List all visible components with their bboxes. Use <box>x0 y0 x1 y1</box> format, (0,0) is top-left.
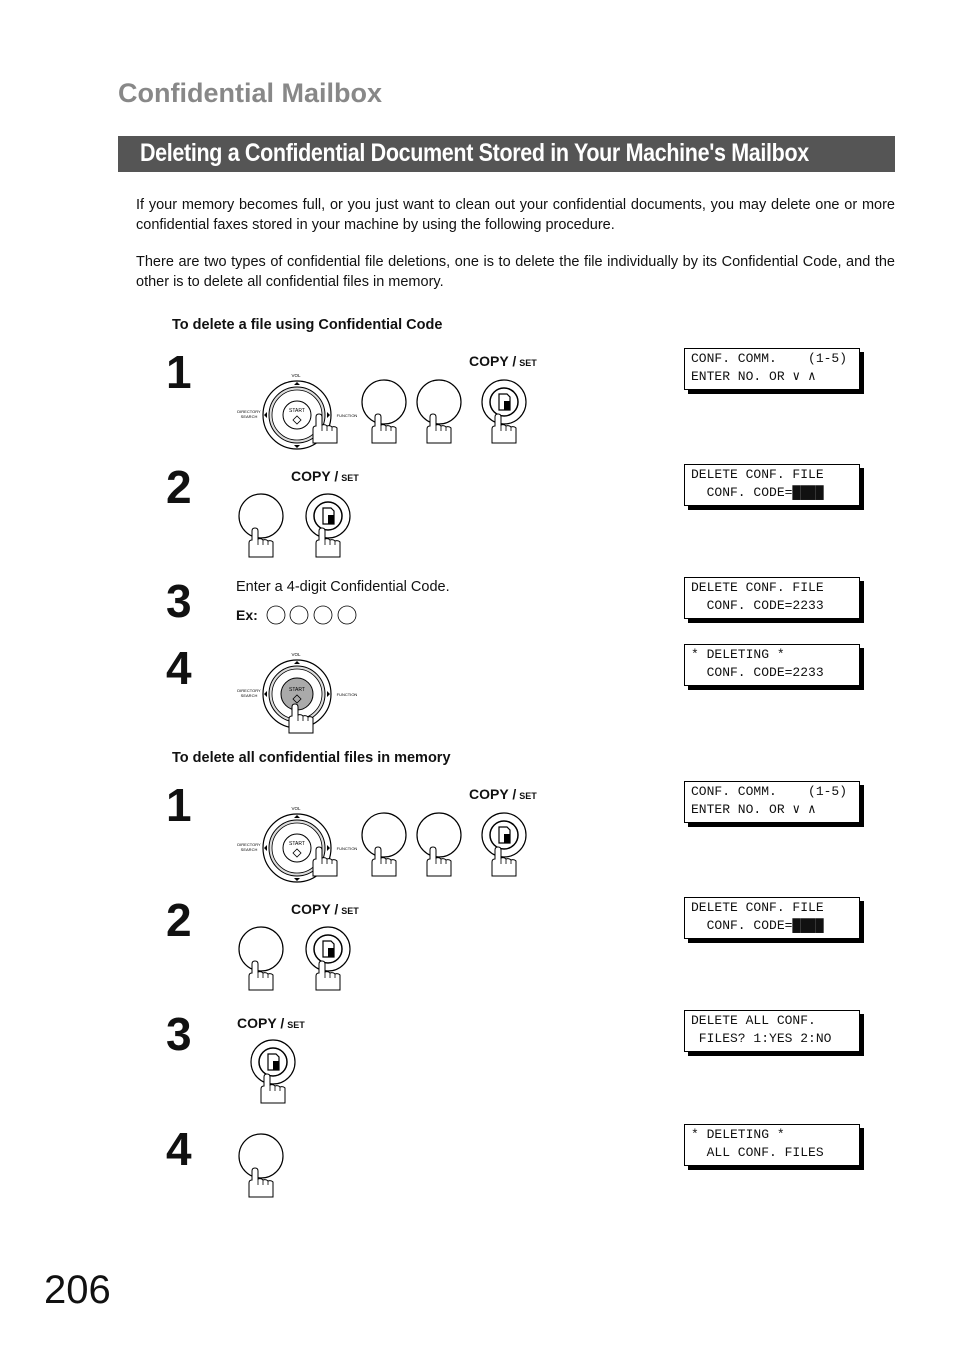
panel-illustration <box>234 1130 314 1205</box>
digit-key[interactable] <box>338 606 356 624</box>
panel-illustration <box>234 358 554 452</box>
example-label: Ex: <box>236 607 258 623</box>
digit-keys-example <box>266 604 362 626</box>
start-dial-icon <box>237 806 357 882</box>
step-number: 1 <box>166 779 192 831</box>
copy-set-button[interactable] <box>306 494 350 538</box>
lcd-display: DELETE CONF. FILE CONF. CODE=████ <box>684 897 860 939</box>
lcd-display: CONF. COMM. (1-5) ENTER NO. OR ∨ ∧ <box>684 781 860 823</box>
step-number: 2 <box>166 894 192 946</box>
lcd-display: DELETE ALL CONF. FILES? 1:YES 2:NO <box>684 1010 860 1052</box>
svg-text:DIRECTORY: DIRECTORY <box>237 842 261 847</box>
lcd-display: DELETE CONF. FILE CONF. CODE=2233 <box>684 577 860 619</box>
function-label: FUNCTION <box>336 413 358 418</box>
svg-text:VOL: VOL <box>291 652 301 657</box>
lcd-display: * DELETING * ALL CONF. FILES <box>684 1124 860 1166</box>
svg-text:SEARCH: SEARCH <box>240 847 258 852</box>
vol-label: VOL <box>291 373 301 378</box>
procedure-b-heading: To delete all confidential files in memory <box>172 750 451 766</box>
intro-paragraph-1: If your memory becomes full, or you just want to clean out your confidential documents, you may delete one or more confidential faxes stored in your machine by using the following procedure. <box>136 197 895 233</box>
digit-key[interactable] <box>267 606 285 624</box>
copy-set-label: COPY / SET <box>291 901 359 917</box>
svg-text:START: START <box>289 841 305 847</box>
start-label: START <box>289 408 305 414</box>
digit-key[interactable] <box>314 606 332 624</box>
copy-set-button[interactable] <box>306 927 350 971</box>
svg-text:DIRECTORY: DIRECTORY <box>237 688 261 693</box>
panel-illustration <box>234 651 364 735</box>
start-dial-icon <box>237 373 357 449</box>
lcd-display: * DELETING * CONF. CODE=2233 <box>684 644 860 686</box>
panel-illustration <box>234 490 374 565</box>
svg-text:FUNCTION: FUNCTION <box>336 692 358 697</box>
lcd-display: CONF. COMM. (1-5) ENTER NO. OR ∨ ∧ <box>684 348 860 390</box>
copy-set-button[interactable] <box>482 380 526 424</box>
key-button[interactable] <box>362 380 406 424</box>
svg-text:FUNCTION: FUNCTION <box>336 846 358 851</box>
copy-set-button[interactable] <box>482 813 526 857</box>
intro-paragraph-2: There are two types of confidential file deletions, one is to delete the file individually by its Confidential Code, and the other is to delete all confidential files in memory. <box>136 254 895 290</box>
page-number: 206 <box>44 1268 111 1312</box>
key-button[interactable] <box>239 927 283 971</box>
step-number: 1 <box>166 346 192 398</box>
copy-set-label: COPY / SET <box>237 1015 305 1031</box>
step-number: 4 <box>166 642 192 694</box>
copy-set-label: COPY / SET <box>469 353 537 369</box>
step-instruction: Enter a 4-digit Confidential Code. <box>236 579 450 595</box>
digit-key[interactable] <box>290 606 308 624</box>
panel-illustration <box>234 1036 314 1111</box>
key-button[interactable] <box>417 813 461 857</box>
step-number: 4 <box>166 1123 192 1175</box>
svg-text:DIRECTORY: DIRECTORY <box>237 409 261 414</box>
key-button[interactable] <box>239 1134 283 1178</box>
step-number: 3 <box>166 575 192 627</box>
step-number: 3 <box>166 1008 192 1060</box>
panel-illustration <box>234 791 554 885</box>
key-button[interactable] <box>239 494 283 538</box>
banner-title: Deleting a Confidential Document Stored in Your Machine's Mailbox <box>140 139 809 167</box>
panel-illustration <box>234 923 374 998</box>
svg-text:START: START <box>289 687 305 693</box>
key-button[interactable] <box>417 380 461 424</box>
page-banner <box>118 136 895 172</box>
procedure-a-heading: To delete a file using Confidential Code <box>172 317 443 333</box>
key-button[interactable] <box>362 813 406 857</box>
copy-set-label: COPY / SET <box>291 468 359 484</box>
lcd-display: DELETE CONF. FILE CONF. CODE=████ <box>684 464 860 506</box>
step-number: 2 <box>166 461 192 513</box>
section-title: Confidential Mailbox <box>118 78 383 108</box>
copy-set-button[interactable] <box>251 1040 295 1084</box>
svg-text:VOL: VOL <box>291 806 301 811</box>
svg-text:SEARCH: SEARCH <box>240 414 258 419</box>
svg-text:SEARCH: SEARCH <box>240 693 258 698</box>
copy-set-label: COPY / SET <box>469 786 537 802</box>
